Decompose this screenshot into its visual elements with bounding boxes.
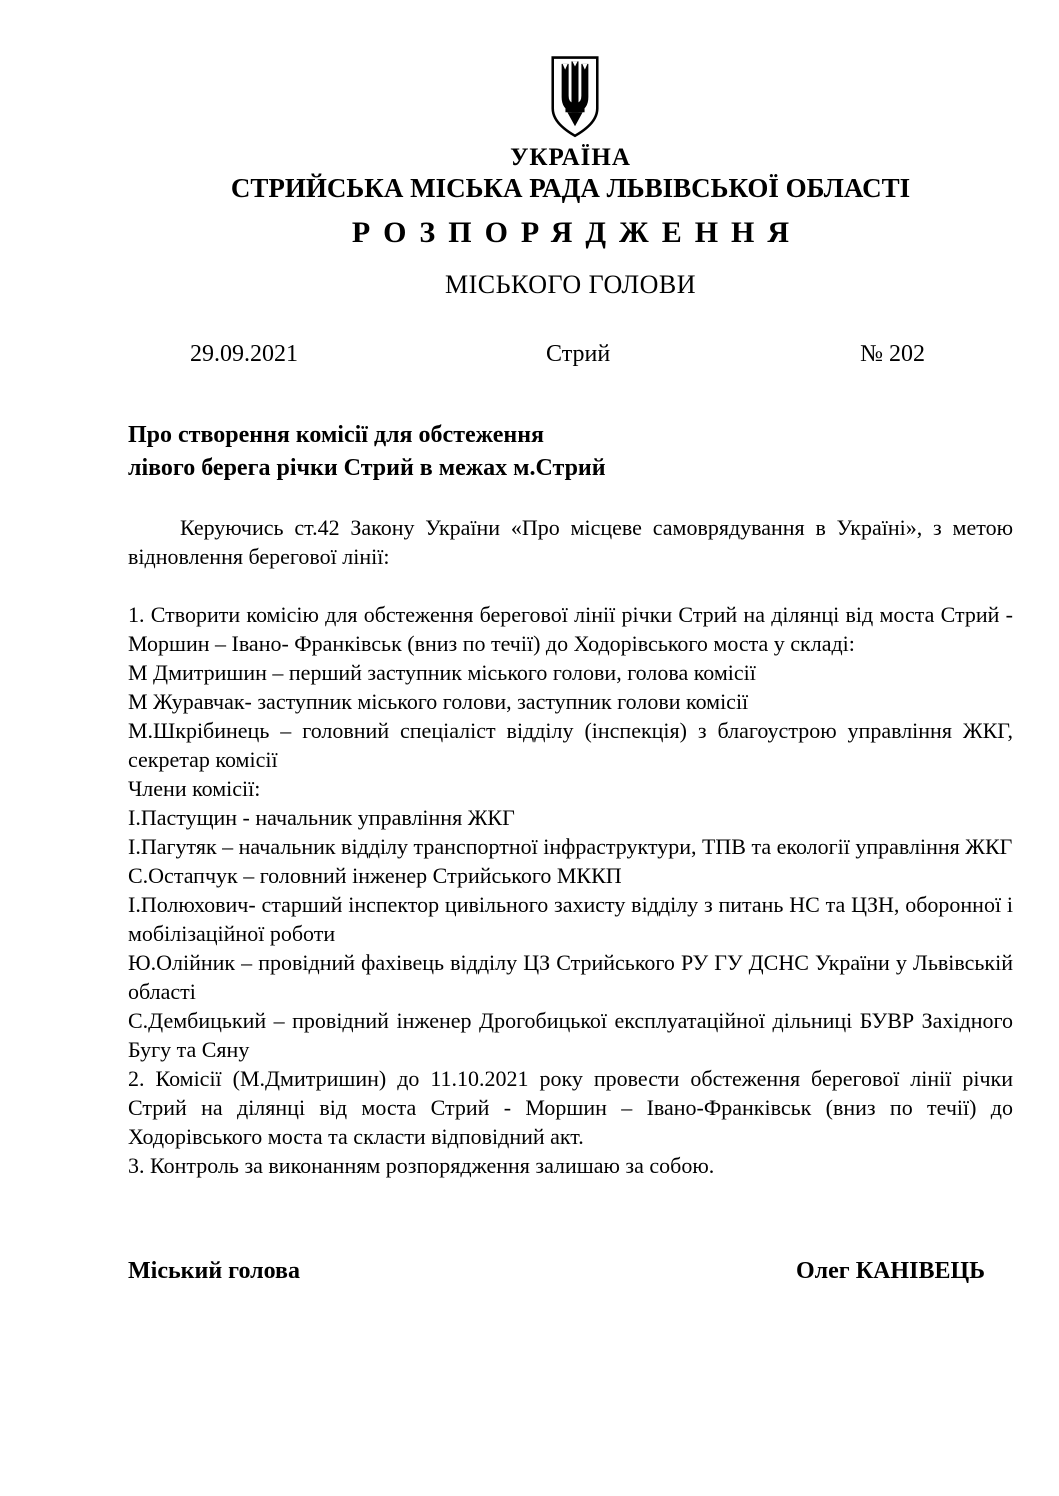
document-title-line2: лівого берега річки Стрий в межах м.Стрий <box>128 455 606 481</box>
document-title-line1: Про створення комісії для обстеження <box>128 422 545 448</box>
coat-of-arms-icon <box>536 55 614 139</box>
commission-member-line: І.Пагутяк – начальник відділу транспортної інфраструктури, ТПВ та екології управління ЖКГ <box>128 834 1013 859</box>
document-meta-row <box>128 339 1013 369</box>
document-place: Стрий <box>546 341 611 367</box>
signature-row <box>128 1256 1013 1286</box>
document-subtitle: МІСЬКОГО ГОЛОВИ <box>444 270 697 299</box>
country-label: УКРАЇНА <box>510 144 631 171</box>
commission-member-line: І.Полюхович- старший інспектор цивільного захисту відділу з питань НС та ЦЗН, оборонної і мобілізаційної роботи <box>128 892 1013 946</box>
body-paragraph: 1. Створити комісію для обстеження берегової лінії річки Стрий на ділянці від моста Стрий - Моршин – Івано- Франківськ (вниз по течії) до Ходорівського моста у складі: <box>128 602 1013 656</box>
commission-member-line: М Дмитришин – перший заступник міського голови, голова комісії <box>128 660 756 685</box>
body-paragraph: 3. Контроль за виконанням розпорядження залишаю за собою. <box>128 1153 715 1178</box>
signer-name: Олег КАНІВЕЦЬ <box>796 1258 985 1284</box>
signer-role: Міський голова <box>128 1258 300 1284</box>
commission-member-line: Ю.Олійник – провідний фахівець відділу ЦЗ Стрийського РУ ГУ ДСНС України у Львівській області <box>128 950 1013 1004</box>
commission-member-line: І.Пастущин - начальник управління ЖКГ <box>128 805 515 830</box>
members-list-heading: Члени комісії: <box>128 776 261 801</box>
body-paragraph: 2. Комісії (М.Дмитришин) до 11.10.2021 року провести обстеження берегової лінії річки Стрий на ділянці від моста Стрий - Моршин – Івано-Франківськ (вниз по течії) до Ходорівського моста та скласти відповідний акт. <box>128 1066 1013 1149</box>
commission-member-line: М.Шкрібинець – головний спеціаліст відділу (інспекція) з благоустрою управління ЖКГ, секретар комісії <box>128 718 1013 772</box>
commission-member-line: С.Дембицький – провідний інженер Дрогобицької експлуатаційної дільниці БУВР Західного Бугу та Сяну <box>128 1008 1013 1062</box>
document-type-heading: РОЗПОРЯДЖЕННЯ <box>351 216 803 249</box>
commission-member-line: М Журавчак- заступник міського голови, заступник голови комісії <box>128 689 749 714</box>
document-date: 29.09.2021 <box>190 341 298 367</box>
document-title <box>128 419 1013 485</box>
document-body <box>128 600 1013 1180</box>
commission-member-line: С.Остапчук – головний інженер Стрийського МККП <box>128 863 622 888</box>
document-number: № 202 <box>860 341 925 367</box>
letterhead <box>0 55 1059 299</box>
preamble-paragraph: Керуючись ст.42 Закону України «Про місцеве самоврядування в Україні», з метою відновлення берегової лінії: <box>128 515 1013 569</box>
organization-name: СТРИЙСЬКА МІСЬКА РАДА ЛЬВІВСЬКОЇ ОБЛАСТІ <box>230 173 911 203</box>
